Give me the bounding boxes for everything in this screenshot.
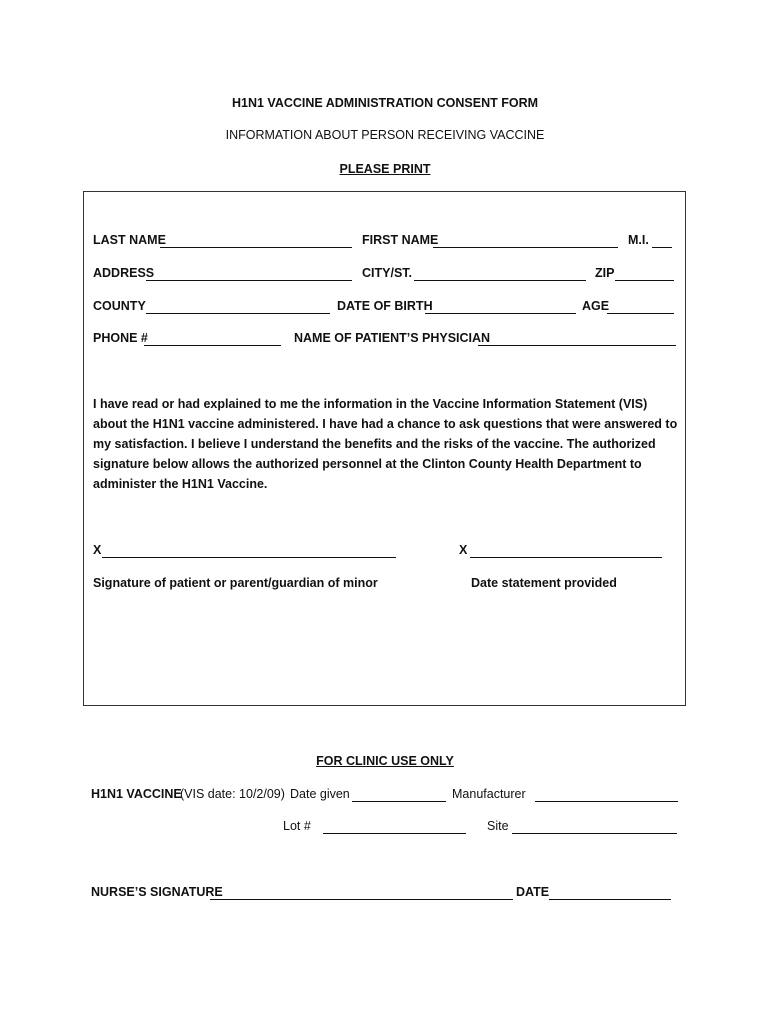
nurse-date-field[interactable] — [549, 883, 671, 900]
h1n1-vaccine-label: H1N1 VACCINE — [91, 787, 182, 801]
date-statement-x-mark: X — [459, 543, 468, 557]
patient-signature-x-mark: X — [93, 543, 102, 557]
address-label: ADDRESS — [93, 266, 155, 280]
county-label: COUNTY — [93, 299, 146, 313]
date-of-birth-field[interactable] — [425, 297, 576, 314]
date-statement-field[interactable] — [470, 541, 662, 558]
zip-label: ZIP — [595, 266, 615, 280]
zip-field[interactable] — [615, 264, 674, 281]
nurse-signature-label: NURSE’S SIGNATURE — [91, 885, 223, 899]
manufacturer-field[interactable] — [535, 785, 678, 802]
clinic-use-heading: FOR CLINIC USE ONLY — [316, 754, 454, 768]
age-label: AGE — [582, 299, 610, 313]
address-field[interactable] — [146, 264, 352, 281]
mi-label: M.I. — [628, 233, 649, 247]
date-given-field[interactable] — [352, 785, 446, 802]
county-field[interactable] — [146, 297, 330, 314]
phone-field[interactable] — [144, 329, 281, 346]
first-name-label: FIRST NAME — [362, 233, 439, 247]
physician-field[interactable] — [478, 329, 676, 346]
please-print-instruction: PLEASE PRINT — [339, 162, 431, 176]
form-subtitle: INFORMATION ABOUT PERSON RECEIVING VACCINE — [225, 128, 545, 142]
city-state-label: CITY/ST. — [362, 266, 413, 280]
age-field[interactable] — [607, 297, 674, 314]
patient-signature-label: Signature of patient or parent/guardian of minor — [93, 576, 378, 590]
last-name-label: LAST NAME — [93, 233, 166, 247]
last-name-field[interactable] — [160, 231, 352, 248]
date-given-label: Date given — [290, 787, 350, 801]
form-title: H1N1 VACCINE ADMINISTRATION CONSENT FORM — [231, 96, 539, 110]
date-statement-label: Date statement provided — [471, 576, 617, 590]
city-state-field[interactable] — [414, 264, 586, 281]
site-label: Site — [487, 819, 509, 833]
date-of-birth-label: DATE OF BIRTH — [337, 299, 433, 313]
patient-signature-field[interactable] — [102, 541, 396, 558]
phone-label: PHONE # — [93, 331, 148, 345]
lot-label: Lot # — [283, 819, 311, 833]
nurse-date-label: DATE — [516, 885, 550, 899]
manufacturer-label: Manufacturer — [452, 787, 526, 801]
nurse-signature-field[interactable] — [210, 883, 513, 900]
consent-statement: I have read or had explained to me the information in the Vaccine Information Statement (VIS) about the H1N1 vaccine administered. I have had a chance to ask questions that were answered to my satisfaction. I believe I understand the benefits and the risks of the vaccine. The authorized signature below allows the authorized personnel at the Clinton County Health Department to administer the H1N1 Vaccine. — [93, 397, 678, 491]
lot-field[interactable] — [323, 817, 466, 834]
mi-field[interactable] — [652, 231, 672, 248]
first-name-field[interactable] — [433, 231, 618, 248]
vis-date-text: (VIS date: 10/2/09) — [180, 787, 285, 801]
site-field[interactable] — [512, 817, 677, 834]
physician-label: NAME OF PATIENT’S PHYSICIAN — [294, 331, 491, 345]
